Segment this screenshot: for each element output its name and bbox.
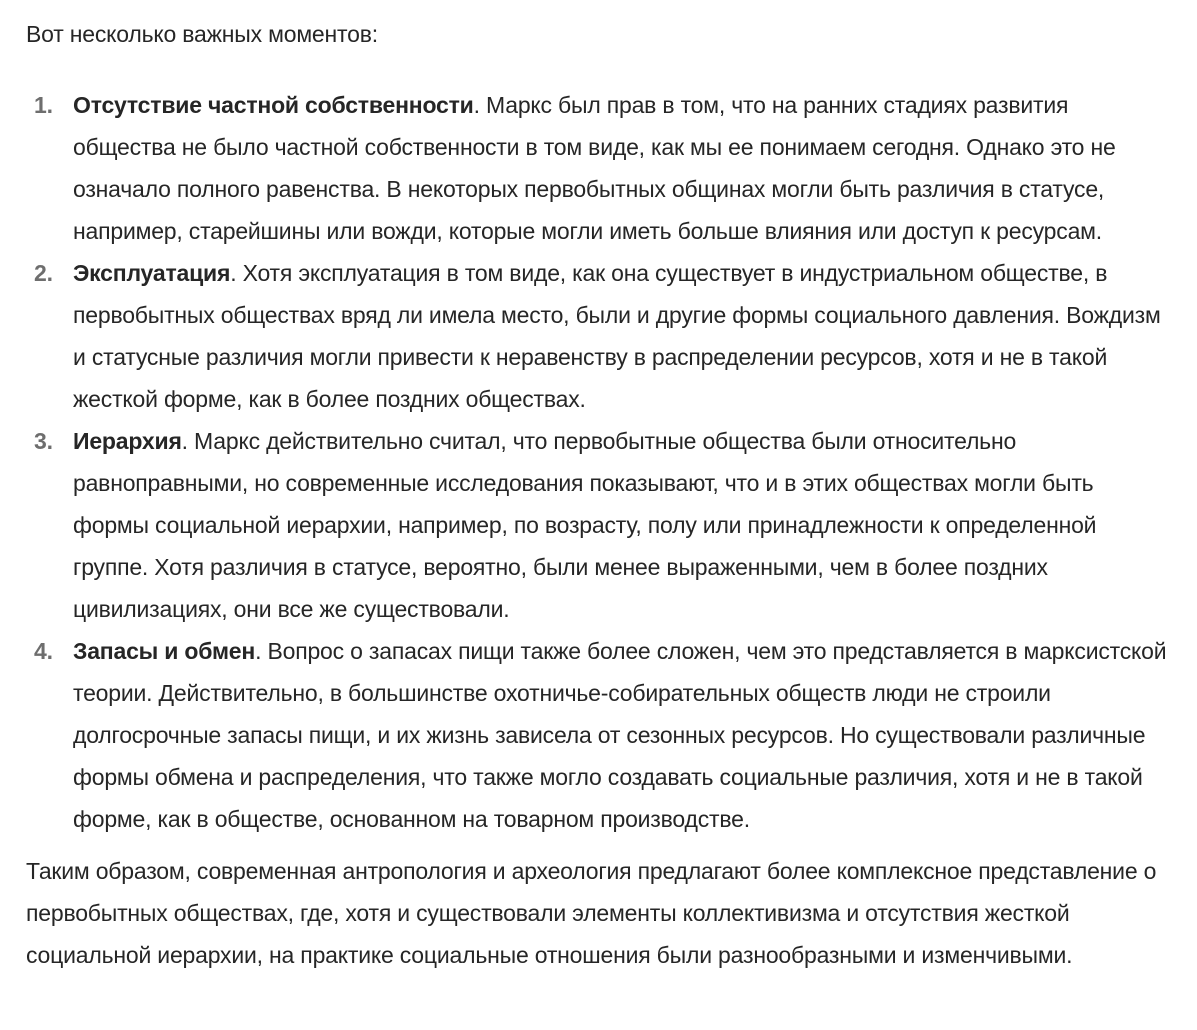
- list-item-body: . Вопрос о запасах пищи также более сложен, чем это представляется в марксистской теории. Действительно, в большинстве охотничье-собирательных обществ люди не строили долгосрочные запасы пищи, и их жизнь зависела от сезонных ресурсов. Но существовали различные формы обмена и распределения, что также могло создавать социальные различия, хотя и не в такой форме, как в обществе, основанном на товарном производстве.: [73, 638, 1167, 832]
- list-item-body: . Маркс действительно считал, что первобытные общества были относительно равноправными, но современные исследования показывают, что и в этих обществах могли быть формы социальной иерархии, например, по возрасту, полу или принадлежности к определенной группе. Хотя различия в статусе, вероятно, были менее выраженными, чем в более поздних цивилизациях, они все же существовали.: [73, 428, 1097, 622]
- list-item: [26, 420, 1170, 630]
- intro-paragraph: Вот несколько важных моментов:: [26, 21, 378, 47]
- list-item-title: Запасы и обмен: [73, 638, 256, 664]
- key-points-list: [26, 84, 1170, 840]
- list-item: [26, 630, 1170, 840]
- list-item: [26, 252, 1170, 420]
- list-item-title: Иерархия: [73, 428, 182, 454]
- list-item-number: 1.: [34, 92, 53, 118]
- list-item-body: . Маркс был прав в том, что на ранних стадиях развития общества не было частной собственности в том виде, как мы ее понимаем сегодня. Однако это не означало полного равенства. В некоторых первобытных общинах могли быть различия в статусе, например, старейшины или вожди, которые могли иметь больше влияния или доступ к ресурсам.: [73, 92, 1116, 244]
- list-item-title: Отсутствие частной собственности: [73, 92, 474, 118]
- conclusion-paragraph: Таким образом, современная антропология и археология предлагают более комплексное представление о первобытных обществах, где, хотя и существовали элементы коллективизма и отсутствия жесткой социальной иерархии, на практике социальные отношения были разнообразными и изменчивыми.: [26, 858, 1157, 968]
- list-item: [26, 84, 1170, 252]
- list-item-title: Эксплуатация: [73, 260, 231, 286]
- list-item-number: 3.: [34, 428, 53, 454]
- list-item-number: 2.: [34, 260, 53, 286]
- list-item-number: 4.: [34, 638, 53, 664]
- list-item-body: . Хотя эксплуатация в том виде, как она существует в индустриальном обществе, в первобытных обществах вряд ли имела место, были и другие формы социального давления. Вождизм и статусные различия могли привести к неравенству в распределении ресурсов, хотя и не в такой жесткой форме, как в более поздних обществах.: [73, 260, 1161, 412]
